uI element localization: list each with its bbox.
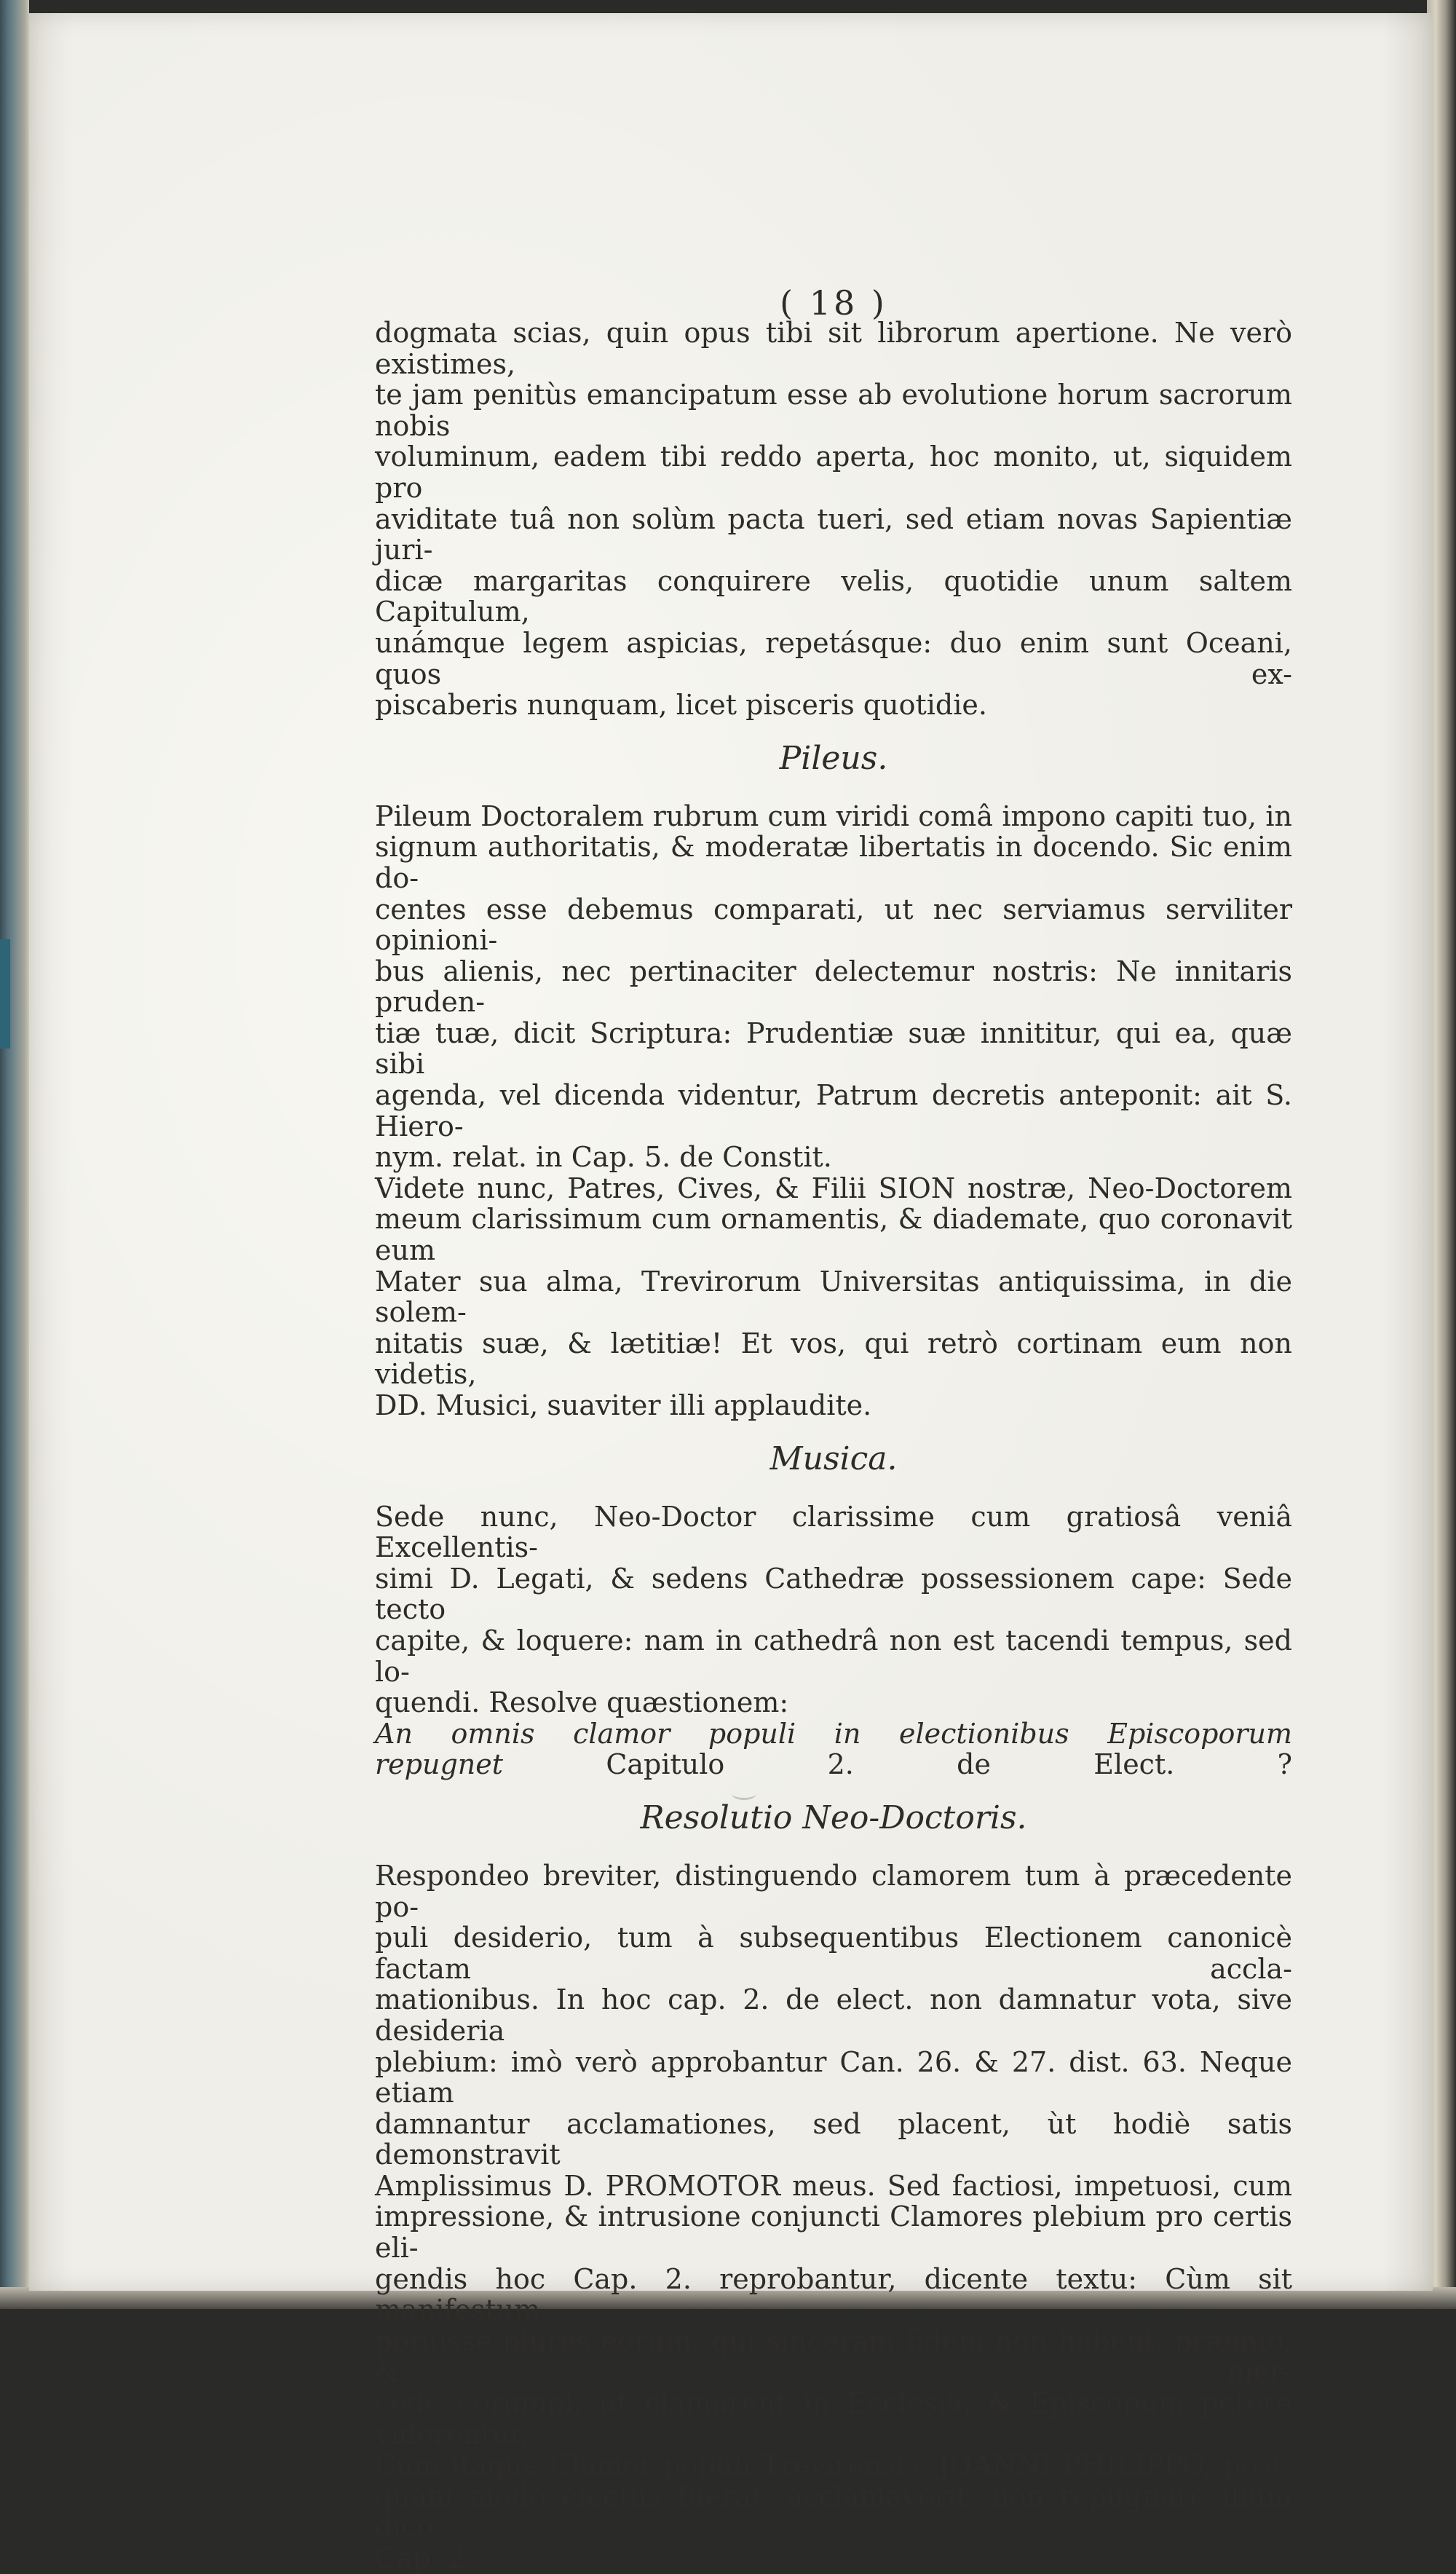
text-line: quendi. Resolve quæstionem: <box>375 1686 789 1719</box>
text-line: voluminum, eadem tibi reddo aperta, hoc monito, ut, siquidem pro <box>375 441 1292 504</box>
text-line: Videte nunc, Patres, Cives, & Filii SION nostræ, Neo-Doctorem <box>375 1172 1292 1204</box>
question-line: An omnis clamor populi in electionibus Episcoporum <box>375 1717 1292 1750</box>
text-line: centes esse debemus comparati, ut nec serviamus serviliter opinioni- <box>375 893 1292 957</box>
videte-paragraph <box>375 1173 1292 1421</box>
page-number: ( 18 ) <box>780 283 887 323</box>
spine-blue-mark <box>0 939 10 1049</box>
book-spine-edge <box>0 0 29 2309</box>
text-line: agenda, vel dicenda videntur, Patrum decretis anteponit: ait S. Hiero- <box>375 1079 1292 1142</box>
text-line: dicæ margaritas conquirere velis, quotidie unum saltem Capitulum, <box>375 564 1292 628</box>
text-line: DD. Musici, suaviter illi applaudite. <box>375 1389 872 1421</box>
text-line: aviditate tuâ non solùm pacta tueri, sed etiam novas Sapientiæ juri- <box>375 502 1292 566</box>
text-line: bus alienis, nec pertinaciter delectemur nostris: Ne innitaris pruden- <box>375 955 1292 1019</box>
text-line: capite, & loquere: nam in cathedrâ non est tacendi tempus, sed lo- <box>375 1624 1292 1688</box>
text-line: nitatis suæ, & lætitiæ! Et vos, qui retrò cortinam eum non videtis, <box>375 1327 1292 1391</box>
musica-paragraph <box>375 1501 1292 1718</box>
text-line: Cùm itaque Clamor populi Trevirensis, JOANNI PHILIPPO, post- <box>375 2449 1292 2482</box>
section-heading-resolutio: Resolutio Neo-Doctoris. <box>640 1799 1027 1836</box>
text-line: dogmata scias, quin opus tibi sit librorum apertione. Ne verò existimes, <box>375 317 1292 380</box>
text-line: signum authoritatis, & moderatæ libertatis in docendo. Sic enim do- <box>375 831 1292 894</box>
text-line: Cap. 2. <box>375 2542 475 2574</box>
text-line: Amplissimus D. PROMOTOR meus. Sed factiosi, impetuosi, cum <box>375 2169 1292 2202</box>
section-heading-pileus: Pileus. <box>779 739 888 777</box>
text-line: cede corumpi, ut clamarent in Ecclesiâ, & Episcopum petere viderentur. <box>375 2387 1292 2450</box>
text-line: te jam penitùs emancipatum esse ab evolutione horum sacrorum nobis <box>375 379 1292 442</box>
text-line: unámque legem aspicias, repetásque: duo enim sunt Oceani, quos ex- <box>375 626 1292 690</box>
resolutio-paragraph <box>375 1860 1292 2574</box>
text-line: Respondeo breviter, distinguendo clamorem tum à præcedente po- <box>375 1859 1292 1923</box>
text-line: Sede nunc, Neo-Doctor clarissime cum gratiosâ veniâ Excellentis- <box>375 1500 1292 1564</box>
text-line: simi D. Legati, & sedens Cathedræ possessionem cape: Sede tecto <box>375 1562 1292 1626</box>
text-line: meum clarissimum cum ornamentis, & diademate, quo coronavit eum <box>375 1203 1292 1267</box>
text-line: mationibus. In hoc cap. 2. de elect. non damnatur vota, sive desideria <box>375 1983 1292 2047</box>
text-line: plebium: imò verò approbantur Can. 26. & 27. dist. 63. Neque etiam <box>375 2045 1292 2109</box>
pileus-paragraph <box>375 801 1292 1173</box>
section-heading-musica: Musica. <box>769 1440 898 1477</box>
question-line <box>375 1749 1292 1780</box>
page-content <box>375 284 1292 2574</box>
text-line: impressione, & intrusione conjuncti Clamores plebium pro certis eli- <box>375 2200 1292 2265</box>
question-italic: repugnet <box>375 1748 504 1781</box>
disputation-question <box>375 1718 1292 1780</box>
text-line: gendis hoc Cap. 2. reprobantur, dicente textu: Cùm sit manifestum, <box>375 2262 1292 2326</box>
text-line: quam modò electus fuerat, acclamaverit, non repugnare illum dico <box>375 2479 1292 2543</box>
text-line: Mater sua alma, Trevirorum Universitas antiquissima, in die solem- <box>375 1265 1292 1329</box>
text-line: puli desiderio, tum à subsequentibus Electionem canonicè factam accla- <box>375 1922 1292 1985</box>
text-line: nym. relat. in Cap. 5. de Constit. <box>375 1141 832 1174</box>
intro-paragraph <box>375 317 1292 721</box>
text-line: damnantur acclamationes, sed placent, ùt hodiè satis demonstravit <box>375 2107 1292 2171</box>
text-line: potuisse plures eorum, qui sinceram fidem non habent, præmio, & mer- <box>375 2324 1292 2388</box>
question-roman: Capitulo 2. de Elect. ? <box>503 1748 1292 1781</box>
text-line: Pileum Doctoralem rubrum cum viridi comâ impono capiti tuo, in <box>375 800 1292 832</box>
text-line: tiæ tuæ, dicit Scriptura: Prudentiæ suæ innititur, qui ea, quæ sibi <box>375 1016 1292 1081</box>
ink-smudge <box>732 1788 756 1800</box>
text-line: piscaberis nunquam, licet pisceris quotidie. <box>375 689 987 722</box>
